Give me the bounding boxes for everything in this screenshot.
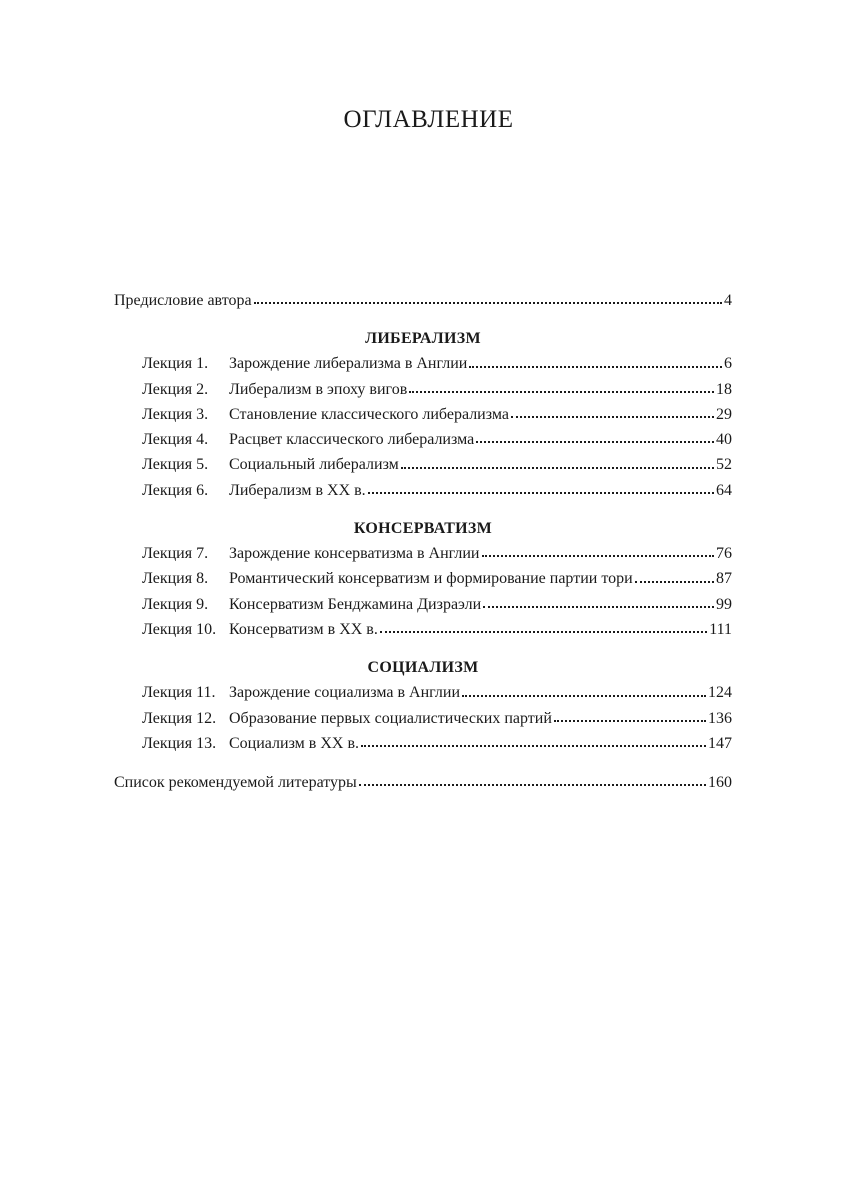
lecture-label: Лекция 12.	[142, 709, 217, 727]
dot-leader	[635, 581, 714, 583]
toc-entry-title: Либерализм в эпоху вигов	[229, 380, 408, 398]
dot-leader	[368, 492, 714, 494]
dot-leader	[401, 467, 714, 469]
toc-entry-page: 76	[716, 545, 732, 563]
toc-entry-title: Расцвет классического либерализма	[229, 431, 475, 449]
toc-entry-lecture-3[interactable]	[114, 402, 732, 427]
lecture-label: Лекция 6.	[142, 481, 209, 499]
toc-entry-lecture-13[interactable]	[114, 731, 732, 756]
dot-leader	[380, 631, 707, 633]
toc-entry-preface[interactable]	[114, 288, 732, 313]
toc-entry-page: 29	[716, 405, 732, 423]
dot-leader	[359, 784, 706, 786]
lecture-label: Лекция 2.	[142, 380, 209, 398]
dot-leader	[554, 720, 706, 722]
dot-leader	[254, 302, 722, 304]
toc-entry-page: 160	[708, 774, 732, 792]
lecture-label: Лекция 9.	[142, 595, 209, 613]
lecture-label: Лекция 11.	[142, 684, 216, 702]
lecture-label: Лекция 5.	[142, 456, 209, 474]
toc-entry-lecture-11[interactable]	[114, 680, 732, 705]
section-heading-liberalism: ЛИБЕРАЛИЗМ	[365, 330, 481, 348]
toc-entry-page: 64	[716, 481, 732, 499]
toc-entry-title: Становление классического либерализма	[229, 405, 509, 423]
toc-entry-page: 124	[708, 684, 732, 702]
lecture-label: Лекция 3.	[142, 405, 209, 423]
toc-entry-lecture-4[interactable]	[114, 427, 732, 452]
toc-entry-lecture-8[interactable]	[114, 566, 732, 591]
toc-entry-title: Предисловие автора	[114, 292, 252, 309]
toc-entry-page: 6	[724, 355, 732, 373]
dot-leader	[511, 416, 714, 418]
toc-entry-page: 52	[716, 456, 732, 474]
dot-leader	[476, 441, 714, 443]
section-heading-conservatism: КОНСЕРВАТИЗМ	[353, 520, 493, 538]
dot-leader	[409, 391, 714, 393]
toc-entry-lecture-5[interactable]	[114, 452, 732, 477]
lecture-label: Лекция 4.	[142, 431, 209, 449]
toc-entry-page: 4	[724, 292, 732, 309]
toc-entry-title: Романтический консерватизм и формирование партии тори	[229, 570, 633, 588]
dot-leader	[482, 555, 715, 557]
toc-entry-page: 87	[716, 570, 732, 588]
dot-leader	[462, 695, 706, 697]
toc-entry-page: 111	[709, 620, 732, 638]
toc-entry-lecture-2[interactable]	[114, 377, 732, 402]
toc-entry-title: Либерализм в XX в.	[229, 481, 366, 499]
lecture-label: Лекция 1.	[142, 355, 209, 373]
toc-entry-title: Социальный либерализм	[229, 456, 399, 474]
lecture-label: Лекция 13.	[142, 734, 217, 752]
lecture-label: Лекция 8.	[142, 570, 209, 588]
toc-entry-lecture-7[interactable]	[114, 541, 732, 566]
toc-entry-title: Социализм в XX в.	[229, 734, 360, 752]
toc-entry-lecture-10[interactable]	[114, 617, 732, 642]
toc-entry-page: 147	[708, 734, 732, 752]
toc-entry-title: Зарождение консерватизма в Англии	[229, 545, 480, 563]
lecture-label: Лекция 7.	[142, 545, 209, 563]
section-heading-socialism: СОЦИАЛИЗМ	[367, 659, 479, 677]
toc-entry-title: Консерватизм в XX в.	[229, 620, 378, 638]
toc-entry-lecture-1[interactable]	[114, 351, 732, 376]
toc-entry-page: 40	[716, 431, 732, 449]
dot-leader	[483, 606, 714, 608]
page-title: ОГЛАВЛЕНИЕ	[343, 106, 514, 133]
toc-entry-page: 18	[716, 380, 732, 398]
toc-entry-bibliography[interactable]	[114, 770, 732, 795]
toc-entry-title: Образование первых социалистических партий	[229, 709, 552, 727]
table-of-contents	[114, 288, 732, 795]
dot-leader	[361, 745, 706, 747]
toc-entry-title: Список рекомендуемой литературы	[114, 774, 357, 792]
toc-entry-lecture-12[interactable]	[114, 706, 732, 731]
toc-entry-title: Зарождение социализма в Англии	[229, 684, 460, 702]
toc-entry-page: 99	[716, 595, 732, 613]
toc-entry-title: Консерватизм Бенджамина Дизраэли	[229, 595, 482, 613]
toc-entry-lecture-9[interactable]	[114, 592, 732, 617]
lecture-label: Лекция 10.	[142, 620, 217, 638]
toc-entry-title: Зарождение либерализма в Англии	[229, 355, 468, 373]
toc-entry-lecture-6[interactable]	[114, 478, 732, 503]
toc-entry-page: 136	[708, 709, 732, 727]
dot-leader	[469, 366, 722, 368]
